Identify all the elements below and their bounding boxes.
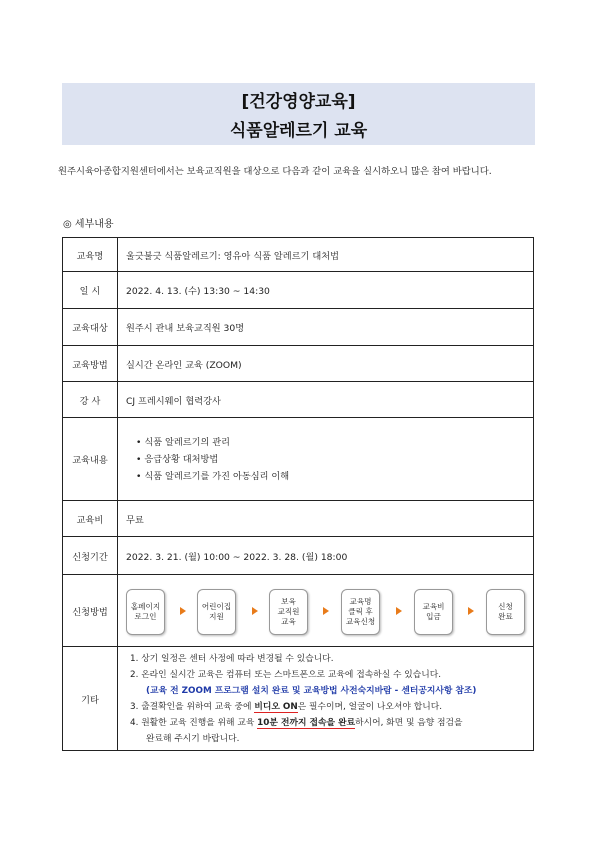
step-box [414,589,453,635]
content-list [126,434,533,485]
row-period [63,537,534,575]
row-method [63,346,534,382]
label-apply: 신청방법 [63,575,118,647]
intro-text: 원주시육아종합지원센터에서는 보육교직원을 대상으로 다음과 같이 교육을 실시하오니 많은 참여 바랍니다. [58,166,492,177]
step-box [269,589,308,635]
label-method: 교육방법 [63,346,118,382]
row-content [63,418,534,501]
notes-list [126,651,533,747]
row-etc [63,647,534,751]
note-4-emphasis: 10분 전까지 접속을 완료 [257,717,356,728]
title-category: [건강영양교육] [241,92,356,112]
note-3-post: 은 필수이며, 얼굴이 나오셔야 합니다. [297,701,443,712]
label-instructor: 강 사 [63,382,118,418]
value-instructor: CJ 프레시웨이 협력강사 [118,382,534,418]
label-name: 교육명 [63,238,118,272]
note-3-emphasis: 비디오 ON [254,701,298,712]
value-target: 원주시 관내 보육교직원 30명 [118,309,534,346]
note-2-sub: (교육 전 ZOOM 프로그램 설치 완료 및 교육방법 사전숙지바람 - 센터공지사항 참조) [146,685,477,696]
label-datetime: 일 시 [63,272,118,309]
value-name: 울긋불긋 식품알레르기: 영유아 식품 알레르기 대처법 [118,238,534,272]
note-3 [130,699,533,715]
step-box [126,589,165,635]
details-table [62,237,534,751]
note-4-pre: 4. 원활한 교육 진행을 위해 교육 [130,717,258,728]
step-label: 보육 교직원 교육 [277,596,300,626]
value-etc [118,647,534,751]
list-item: • 응급상황 대처방법 [136,453,219,465]
label-period: 신청기간 [63,537,118,575]
value-fee: 무료 [118,501,534,537]
arrow-right-icon [252,607,258,615]
step-box [486,589,525,635]
label-content: 교육내용 [63,418,118,501]
page-title: 식품알레르기 교육 [229,121,368,141]
note-4 [130,715,533,731]
value-apply [118,575,534,647]
note-4-line2: 완료해 주시기 바랍니다. [146,733,240,744]
row-instructor [63,382,534,418]
value-period: 2022. 3. 21. (월) 10:00 ~ 2022. 3. 28. (월) 18:00 [118,537,534,575]
row-fee [63,501,534,537]
arrow-right-icon [323,607,329,615]
row-datetime [63,272,534,309]
step-label: 교육비 입금 [422,601,445,621]
label-target: 교육대상 [63,309,118,346]
title-banner [62,83,535,145]
value-method: 실시간 온라인 교육 (ZOOM) [118,346,534,382]
value-datetime: 2022. 4. 13. (수) 13:30 ~ 14:30 [118,272,534,309]
list-item: • 식품 알레르기를 가진 아동심리 이해 [136,470,290,482]
note-1: 1. 상기 일정은 센터 사정에 따라 변경될 수 있습니다. [130,653,334,664]
row-name [63,238,534,272]
step-label: 교육명 클릭 후 교육신청 [345,596,376,626]
arrow-right-icon [396,607,402,615]
step-label: 어린이집 지원 [201,601,232,621]
note-3-pre: 3. 출결확인을 위하여 교육 중에 [130,701,255,712]
arrow-right-icon [468,607,474,615]
note-4-post: 하시어, 화면 및 음향 점검을 [355,717,463,728]
apply-flow [118,576,533,646]
list-item: • 식품 알레르기의 관리 [136,436,231,448]
note-2: 2. 온라인 실시간 교육은 컴퓨터 또는 스마트폰으로 교육에 접속하실 수 있습니다. [130,669,442,680]
label-etc: 기타 [63,647,118,751]
step-label: 홈페이지 로그인 [130,601,161,621]
arrow-right-icon [180,607,186,615]
step-box [341,589,380,635]
label-fee: 교육비 [63,501,118,537]
step-box [197,589,236,635]
step-label: 신청 완료 [498,601,513,621]
section-label: ◎ 세부내용 [63,219,114,230]
row-apply [63,575,534,647]
row-target [63,309,534,346]
value-content [118,418,534,501]
